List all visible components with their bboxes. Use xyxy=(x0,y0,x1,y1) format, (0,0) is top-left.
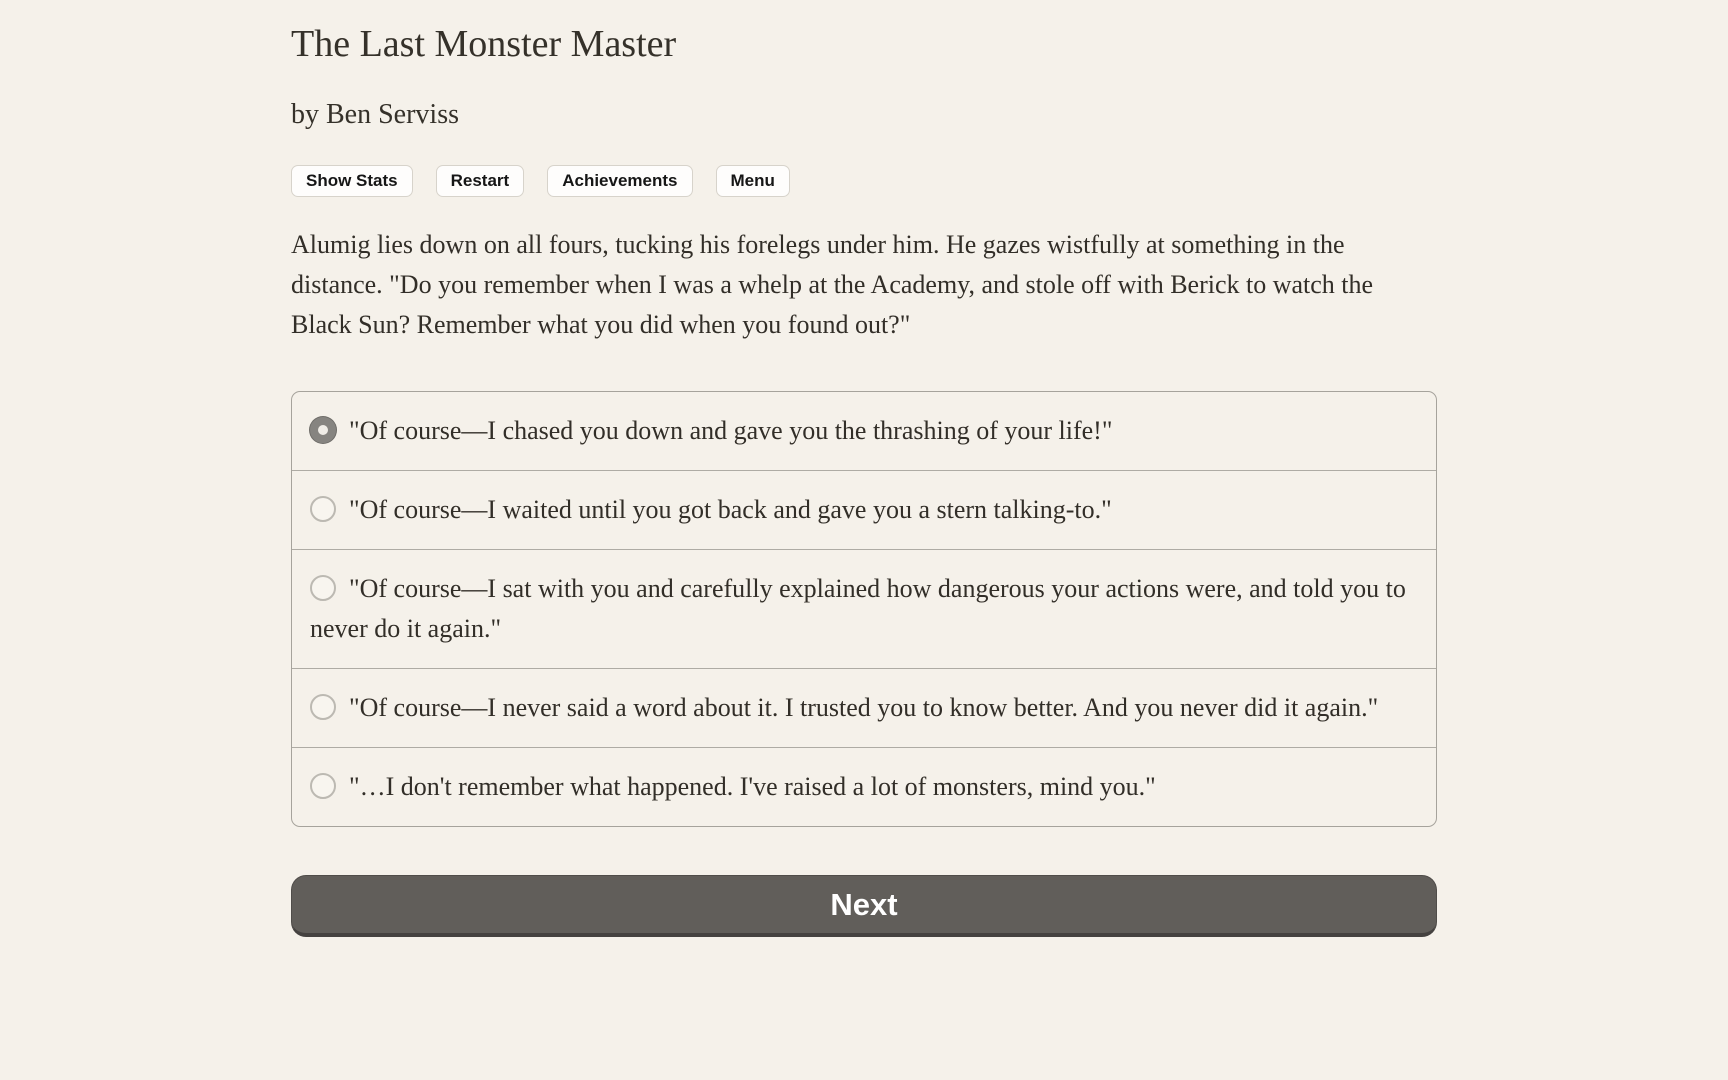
author-byline: by Ben Serviss xyxy=(291,99,459,130)
radio-button-icon[interactable] xyxy=(310,694,336,720)
radio-button-icon[interactable] xyxy=(310,417,336,443)
achievements-button[interactable]: Achievements xyxy=(547,165,692,197)
choice-option[interactable] xyxy=(292,549,1436,668)
toolbar xyxy=(291,165,1437,197)
game-page xyxy=(291,0,1437,937)
choice-label: "Of course—I never said a word about it. I trusted you to know better. And you never did it again." xyxy=(349,693,1379,722)
choice-option[interactable] xyxy=(292,470,1436,549)
radio-button-icon[interactable] xyxy=(310,575,336,601)
page-title: The Last Monster Master xyxy=(291,23,677,65)
radio-button-icon[interactable] xyxy=(310,773,336,799)
choice-list xyxy=(291,391,1437,827)
story-paragraph: Alumig lies down on all fours, tucking his forelegs under him. He gazes wistfully at something in the distance. "Do you remember when I was a whelp at the Academy, and stole off with Berick to watch the Black Sun? Remember what you did when you found out?" xyxy=(291,230,1374,339)
choice-label: "…I don't remember what happened. I've raised a lot of monsters, mind you." xyxy=(349,772,1156,801)
next-button[interactable]: Next xyxy=(291,875,1437,937)
choice-label: "Of course—I chased you down and gave you the thrashing of your life!" xyxy=(349,416,1113,445)
choice-option[interactable] xyxy=(292,668,1436,747)
restart-button[interactable]: Restart xyxy=(436,165,525,197)
radio-button-icon[interactable] xyxy=(310,496,336,522)
choice-option[interactable] xyxy=(292,392,1436,470)
menu-button[interactable]: Menu xyxy=(716,165,790,197)
show-stats-button[interactable]: Show Stats xyxy=(291,165,413,197)
choice-label: "Of course—I sat with you and carefully explained how dangerous your actions were, and told you to never do it again." xyxy=(310,574,1406,643)
choice-option[interactable] xyxy=(292,747,1436,826)
choice-label: "Of course—I waited until you got back and gave you a stern talking-to." xyxy=(349,495,1112,524)
